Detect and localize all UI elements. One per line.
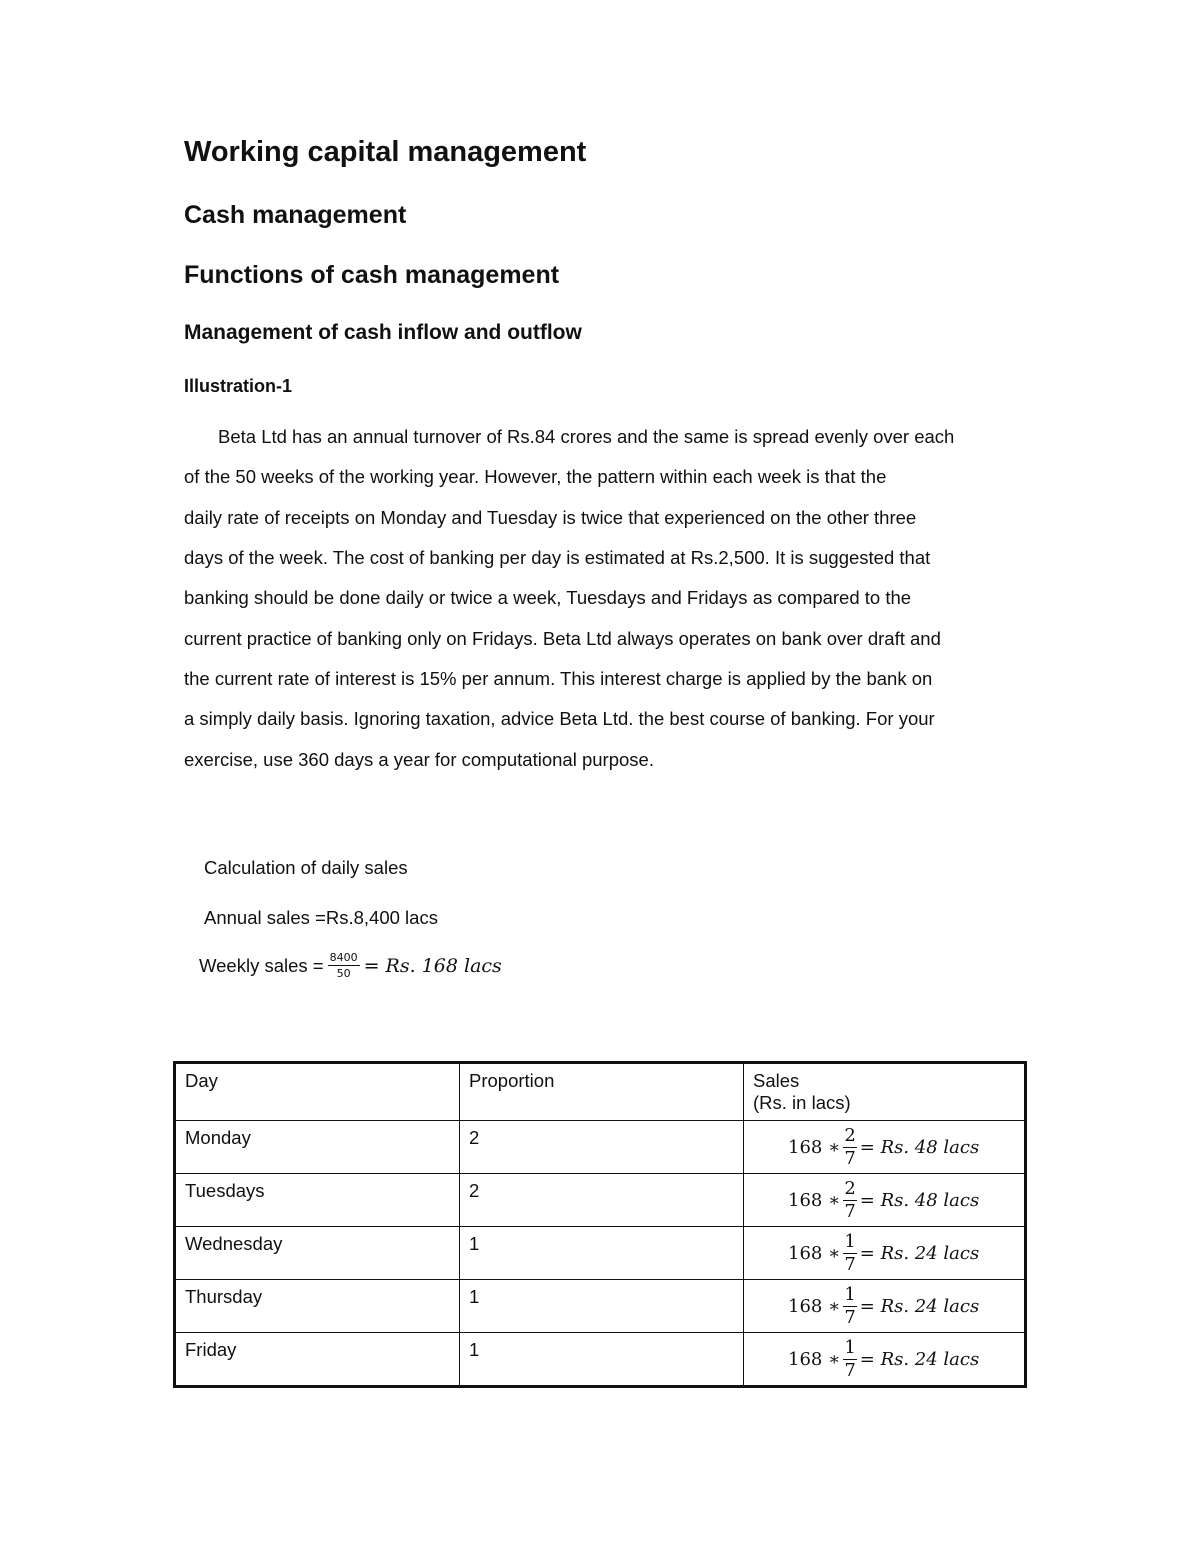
daily-sales-table xyxy=(173,1061,1027,1388)
header-proportion: Proportion xyxy=(460,1063,744,1121)
formula-base: 168 ∗ xyxy=(788,1295,841,1317)
cell-day: Wednesday xyxy=(175,1227,460,1280)
formula-result: = Rs. 48 lacs xyxy=(859,1136,980,1158)
table-row xyxy=(175,1333,1026,1387)
paragraph-line: current practice of banking only on Fridays. Beta Ltd always operates on bank over draft and xyxy=(184,628,941,649)
formula-result: = Rs. 24 lacs xyxy=(859,1348,980,1370)
cell-sales xyxy=(744,1280,1026,1333)
paragraph-line: exercise, use 360 days a year for computational purpose. xyxy=(184,749,654,770)
cell-proportion: 1 xyxy=(460,1333,744,1387)
table-row xyxy=(175,1280,1026,1333)
cell-sales xyxy=(744,1333,1026,1387)
sales-formula xyxy=(753,1283,1015,1328)
document-title: Working capital management xyxy=(184,136,587,168)
fraction-denominator: 7 xyxy=(844,1253,856,1275)
sales-formula xyxy=(753,1124,1015,1169)
cell-day: Monday xyxy=(175,1121,460,1174)
formula-result: = Rs. 24 lacs xyxy=(859,1295,980,1317)
header-sales-line1: Sales xyxy=(753,1070,800,1091)
cell-day: Tuesdays xyxy=(175,1174,460,1227)
formula-base: 168 ∗ xyxy=(788,1242,841,1264)
table-row xyxy=(175,1174,1026,1227)
fraction-denominator: 7 xyxy=(844,1306,856,1328)
formula-base: 168 ∗ xyxy=(788,1348,841,1370)
fraction-numerator: 2 xyxy=(844,1124,856,1146)
fraction-denominator: 7 xyxy=(844,1200,856,1222)
paragraph-line: Beta Ltd has an annual turnover of Rs.84 crores and the same is spread evenly over each xyxy=(218,426,955,447)
cell-proportion: 2 xyxy=(460,1174,744,1227)
weekly-sales-line xyxy=(199,952,502,979)
formula-base: 168 ∗ xyxy=(788,1189,841,1211)
weekly-sales-result: = Rs. 168 lacs xyxy=(363,954,502,977)
fraction-numerator: 8400 xyxy=(329,951,358,964)
fraction-numerator: 1 xyxy=(844,1230,856,1252)
fraction-denominator: 7 xyxy=(844,1359,856,1381)
formula-fraction xyxy=(843,1336,856,1381)
sales-formula xyxy=(753,1336,1015,1381)
table-row xyxy=(175,1227,1026,1280)
formula-fraction xyxy=(843,1230,856,1275)
formula-result: = Rs. 24 lacs xyxy=(859,1242,980,1264)
formula-fraction xyxy=(843,1283,856,1328)
fraction-denominator: 50 xyxy=(336,967,351,980)
header-day: Day xyxy=(175,1063,460,1121)
cell-sales xyxy=(744,1174,1026,1227)
paragraph-line: days of the week. The cost of banking per day is estimated at Rs.2,500. It is suggested that xyxy=(184,547,931,568)
formula-fraction xyxy=(843,1177,856,1222)
cell-proportion: 2 xyxy=(460,1121,744,1174)
annual-sales-line: Annual sales =Rs.8,400 lacs xyxy=(204,907,438,928)
weekly-sales-label: Weekly sales = xyxy=(199,954,324,976)
weekly-sales-fraction xyxy=(328,952,360,979)
cell-day: Friday xyxy=(175,1333,460,1387)
table-header-row xyxy=(175,1063,1026,1121)
paragraph-line: banking should be done daily or twice a week, Tuesdays and Fridays as compared to the xyxy=(184,587,912,608)
paragraph-line: the current rate of interest is 15% per annum. This interest charge is applied by the bank on xyxy=(184,668,933,689)
formula-result: = Rs. 48 lacs xyxy=(859,1189,980,1211)
paragraph-line: of the 50 weeks of the working year. However, the pattern within each week is that the xyxy=(184,466,887,487)
header-sales xyxy=(744,1063,1026,1121)
cell-sales xyxy=(744,1227,1026,1280)
cell-day: Thursday xyxy=(175,1280,460,1333)
section-heading-cash-management: Cash management xyxy=(184,201,407,229)
fraction-numerator: 1 xyxy=(844,1336,856,1358)
cell-proportion: 1 xyxy=(460,1280,744,1333)
formula-base: 168 ∗ xyxy=(788,1136,841,1158)
fraction-numerator: 2 xyxy=(844,1177,856,1199)
fraction-numerator: 1 xyxy=(844,1283,856,1305)
sales-formula xyxy=(753,1177,1015,1222)
header-sales-line2: (Rs. in lacs) xyxy=(753,1092,851,1113)
sales-formula xyxy=(753,1230,1015,1275)
section-heading-functions: Functions of cash management xyxy=(184,261,560,289)
illustration-heading: Illustration-1 xyxy=(184,376,293,396)
paragraph-line: daily rate of receipts on Monday and Tuesday is twice that experienced on the other three xyxy=(184,507,917,528)
fraction-denominator: 7 xyxy=(844,1147,856,1169)
formula-fraction xyxy=(843,1124,856,1169)
section-heading-inflow-outflow: Management of cash inflow and outflow xyxy=(184,321,582,344)
table-row xyxy=(175,1121,1026,1174)
calculation-heading: Calculation of daily sales xyxy=(204,857,408,878)
paragraph-line: a simply daily basis. Ignoring taxation, advice Beta Ltd. the best course of banking. For your xyxy=(184,708,935,729)
cell-sales xyxy=(744,1121,1026,1174)
cell-proportion: 1 xyxy=(460,1227,744,1280)
